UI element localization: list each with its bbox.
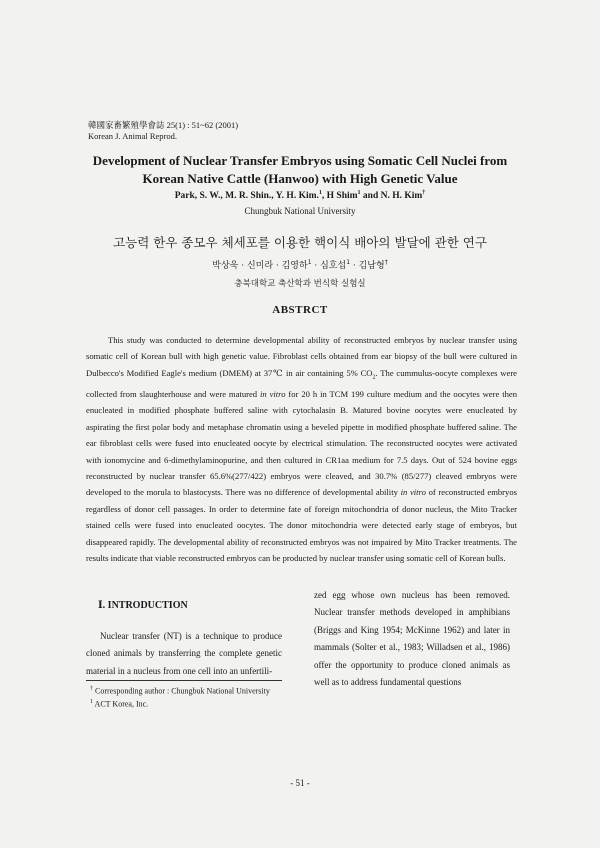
abstract-heading: ABSTRCT	[272, 304, 328, 316]
abstract-text-3: for 20 h in TCM 199 culture medium and the oocytes were then enucleated in modified phosphate buffered saline with cytochalasin B. Matured bovine oocytes were enucleated by aspirating the first polar body and metaphase chromatin using a beveled pipette in modified phosphate buffered saline. The ear fibroblast cells were fused into enucleated oocyte by electrical stimulation. The reconstructed oocytes were activated with ionomycine and 6-dimethylaminopurine, and then cultured in CR1aa medium for 7.5 days. Out of 524 bovine eggs reconstructed by nuclear transfer 65.6%(277/422) embryos were cleaved, and 30.7% (85/277) cleaved embryos were developed to the morula to blastocysts. There was no difference of developmental ability	[86, 388, 517, 498]
author-part-3: and N. H. Kim	[360, 191, 423, 202]
abstract-body	[86, 332, 517, 566]
korean-author-part-2: · 심호섭	[311, 261, 347, 271]
korean-author-sup-1: 1	[307, 259, 312, 266]
author-sup-3: †	[422, 190, 426, 196]
korean-affiliation: 충북대학교 축산학과 번식학 실험실	[234, 279, 366, 289]
co2-subscript: 2	[372, 374, 376, 381]
korean-title: 고능력 한우 종모우 체세포를 이용한 핵이식 배아의 발달에 관한 연구	[113, 235, 487, 250]
footnote-mark-1: 1	[90, 698, 93, 705]
author-part-2: , H Shim	[321, 191, 358, 202]
footnote-act	[90, 697, 270, 710]
title-line-2: Korean Native Cattle (Hanwoo) with High Genetic Value	[142, 171, 458, 186]
korean-author-list	[60, 258, 540, 271]
footnotes	[90, 684, 270, 709]
affiliation: Chungbuk National University	[244, 206, 356, 216]
footnote-text-1: Corresponding author : Chungbuk National University	[93, 686, 270, 696]
journal-line-2: Korean J. Animal Reprod.	[88, 131, 177, 141]
abstract-in-vitro-1: in vitro	[260, 388, 286, 399]
author-sup-2: 1	[357, 190, 361, 196]
author-sup-1: 1	[318, 190, 322, 196]
abstract-text-2: . The cummulus-oocyte complexes were collected from slaughterhouse and were matured	[86, 367, 517, 399]
footnote-mark-dagger: †	[90, 686, 93, 692]
footnote-text-2: ACT Korea, Inc.	[93, 699, 149, 709]
journal-citation	[88, 120, 238, 142]
title-line-1: Development of Nuclear Transfer Embryos using Somatic Cell Nuclei from	[92, 153, 508, 168]
footnote-divider	[86, 680, 282, 681]
page-number: - 51 -	[290, 778, 310, 788]
abstract-in-vitro-2: in vitro	[400, 487, 426, 498]
korean-author-sup-3: †	[384, 259, 388, 266]
footnote-corresponding	[90, 684, 270, 697]
journal-line-1: 韓國家畜繁殖學會誌 25(1) : 51~62 (2001)	[88, 120, 239, 130]
abstract-text-4: of reconstructed embryos regardless of donor cell passages. In order to determine fate of foreign mitochondria of donor nucleus, the Mito Tracker stained cells were fused into enucleated oocytes. The donor mitochondria were detected early stage of embryos, but disappeared rapidly. The developmental ability of reconstructed embryos was not impaired by Mito Tracker treatments. The results indicate that viable reconstructed embryos can be producted by nuclear transfer using somatic cell of Korean bulls.	[86, 487, 517, 563]
korean-author-sup-2: 1	[346, 259, 351, 266]
paper-title	[60, 152, 540, 188]
intro-left-column: Nuclear transfer (NT) is a technique to produce cloned animals by transferring the complete genetic material in a nucleus from one cell into an unfertili-	[86, 631, 282, 676]
author-list	[60, 190, 540, 201]
korean-author-part-1: 박상욱 · 신미라 · 김영하	[212, 261, 308, 271]
korean-author-part-3: · 김남형	[350, 261, 385, 271]
author-part-1: Park, S. W., M. R. Shin., Y. H. Kim.	[174, 191, 319, 202]
introduction-heading: Ⅰ. INTRODUCTION	[98, 600, 188, 611]
intro-right-column: zed egg whose own nucleus has been removed. Nuclear transfer methods developed in amphibians (Briggs and King 1954; McKinne 1962) and later in mammals (Solter et al., 1983; Willadsen et al., 1986) offer the opportunity to produce cloned animals as well as to address fundamental questions	[314, 590, 510, 688]
abstract-text-1: This study was conducted to determine developmental ability of reconstructed embryos by nuclear transfer using somatic cell of Korean bull with high genetic value. Fibroblast cells obtained from ear biopsy of the bull were cultured in Dulbecco's Modified Eagle's medium (DMEM) at 37℃ in air containing 5% CO	[86, 335, 517, 378]
